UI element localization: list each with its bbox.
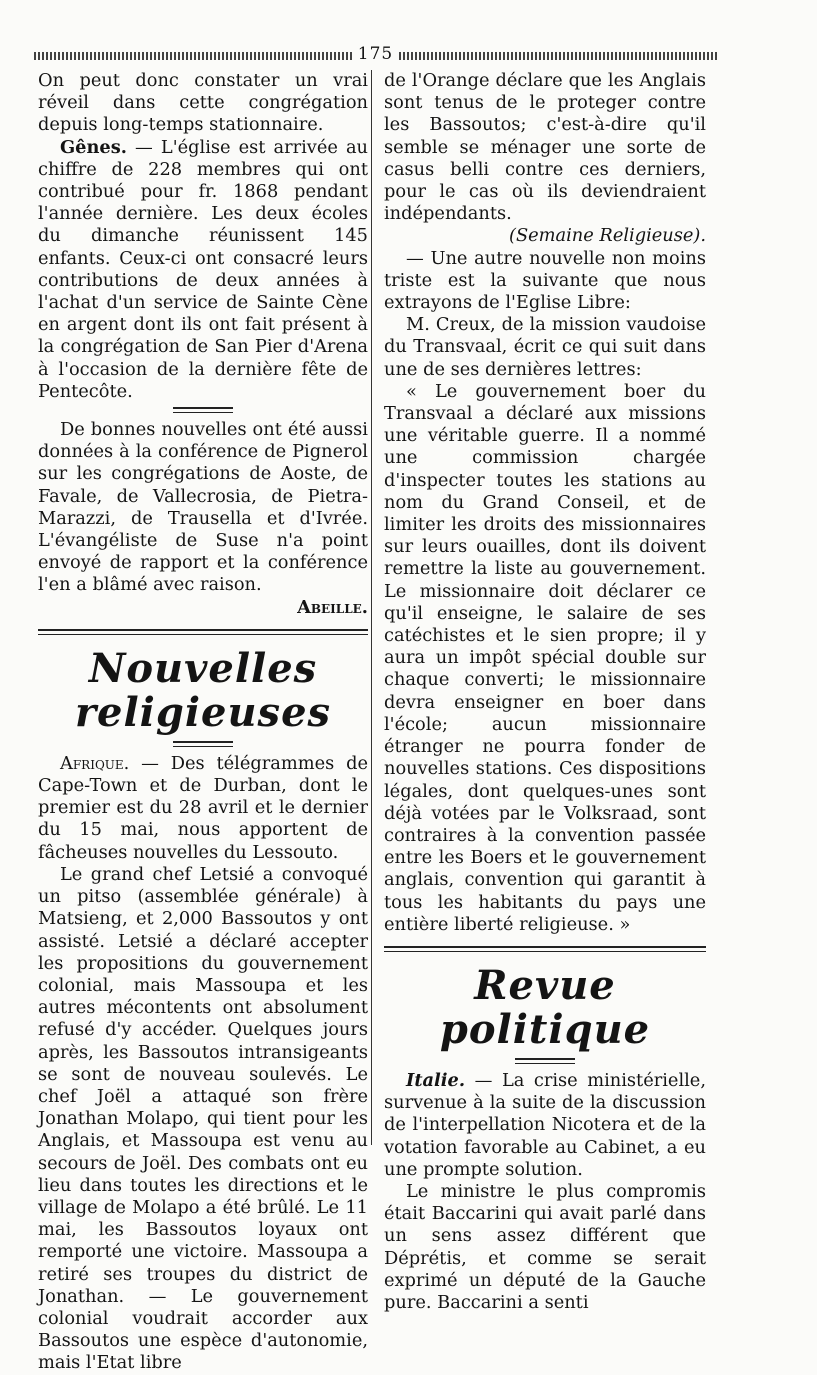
header-ornament-left — [34, 52, 352, 60]
column-divider — [371, 70, 372, 1145]
right-column — [384, 70, 706, 1314]
paragraph-italie — [384, 1070, 706, 1181]
source-attribution: (Semaine Religieuse). — [509, 225, 706, 247]
header-ornament-right — [399, 52, 717, 60]
signature-line — [38, 597, 368, 619]
paragraph: Le ministre le plus compromis était Baccarini qui avait parlé dans un sens assez différent que Déprétis, et comme se serait exprimé un député de la Gauche pure. Baccarini a senti — [384, 1180, 706, 1313]
quote-paragraph: « Le gouvernement boer du Transvaal a déclaré aux missions une véritable guerre. Il a nommé une commission chargée d'inspecter toutes les stations au nom du Grand Conseil, et de limiter les droits des missionnaires sur leurs ouailles, dont ils doivent remettre la liste au gouvernement. Le missionnaire doit déclarer ce qu'il enseigne, le salaire de ses catéchistes et le sien propre; il y aura un impôt spécial double sur chaque converti; le missionnaire devra enseigner en boer dans l'école; aucun missionnaire étranger ne pourra fonder de nouvelles stations. Ces dispositions légales, dont quelques-unes sont déjà votées par le Volksraad, sont contraires à la convention passée entre les Boers et le gouvernement anglais, convention qui garantit à tous les habitants du pays une entière liberté religieuse. » — [384, 380, 706, 935]
separator-dash — [515, 1058, 575, 1064]
paragraph: De bonnes nouvelles ont été aussi données à la conférence de Pignerol sur les congrégations de Aoste, de Favale, de Vallecrosia, de Pietra-Marazzi, de Trausella et d'Ivrée. L'évangéliste de Suse n'a point envoyé de rapport et la conférence l'en a blâmé avec raison. — [38, 419, 368, 596]
section-title-revue: Revue politique — [439, 961, 651, 1053]
separator-dash — [173, 741, 233, 747]
afrique-text: — Des télégrammes de Cape-Town et de Durban, dont le premier est du 28 avril et le dernier du 15 mai, nous apportent de fâcheuses nouvelles du Lessouto. — [38, 752, 368, 863]
paragraph-afrique — [38, 753, 368, 864]
page-header — [34, 44, 717, 68]
italie-label: Italie. — [406, 1069, 466, 1091]
section-title-nouvelles: Nouvelles religieuses — [74, 644, 332, 736]
signature: Abeille. — [297, 596, 368, 618]
page-number: 175 — [357, 44, 394, 64]
paragraph-genes — [38, 137, 368, 403]
section-rule — [384, 946, 706, 952]
paragraph: — Une autre nouvelle non moins triste est la suivante que nous extrayons de l'Eglise Libre: — [384, 247, 706, 314]
genes-label: Gênes. — [60, 136, 127, 158]
separator-dash — [173, 407, 233, 413]
paragraph: Le grand chef Letsié a convoqué un pitso (assemblée générale) à Matsieng, et 2,000 Bassoutos y ont assisté. Letsié a déclaré accepter les propositions du gouvernement colonial, mais Massoupa et les autres mécontents ont absolument refusé d'y accéder. Quelques jours après, les Bassoutos intransigeants se sont de nouveau soulevés. Le chef Joël a attaqué son frère Jonathan Molapo, qui tient pour les Anglais, et Massoupa est venu au secours de Joël. Des combats ont eu lieu dans toutes les directions et le village de Molapo a été brûlé. Le 11 mai, les Bassoutos loyaux ont remporté une victoire. Massoupa a retiré ses troupes du district de Jonathan. — Le gouvernement colonial voudrait accorder aux Bassoutos une espèce d'autonomie, mais l'Etat libre — [38, 863, 368, 1374]
genes-text: — L'église est arrivée au chiffre de 228 membres qui ont contribué pour fr. 1868 pendant l'année dernière. Les deux écoles du dimanche réunissent 145 enfants. Ceux-ci ont consacré leurs contributions de deux années à l'achat d'un service de Sainte Cène en argent dont ils ont fait présent à la congrégation de San Pier d'Arena à l'occasion de la dernière fête de Pentecôte. — [38, 136, 368, 402]
paragraph: de l'Orange déclare que les Anglais sont tenus de le proteger contre les Bassoutos; c'est-à-dire qu'il semble se ménager une sorte de casus belli contre ces derniers, pour le cas où ils deviendraient indépendants. — [384, 70, 706, 225]
paragraph: M. Creux, de la mission vaudoise du Transvaal, écrit ce qui suit dans une de ses dernières lettres: — [384, 314, 706, 380]
paragraph: On peut donc constater un vrai réveil dans cette congrégation depuis long-temps stationnaire. — [38, 70, 368, 136]
left-column — [38, 70, 368, 1375]
afrique-label: Afrique. — [60, 752, 130, 774]
section-rule — [38, 629, 368, 635]
italie-text: — La crise ministérielle, survenue à la suite de la discussion de l'interpellation Nicotera et de la votation favorable au Cabinet, a eu une prompte solution. — [384, 1069, 706, 1180]
